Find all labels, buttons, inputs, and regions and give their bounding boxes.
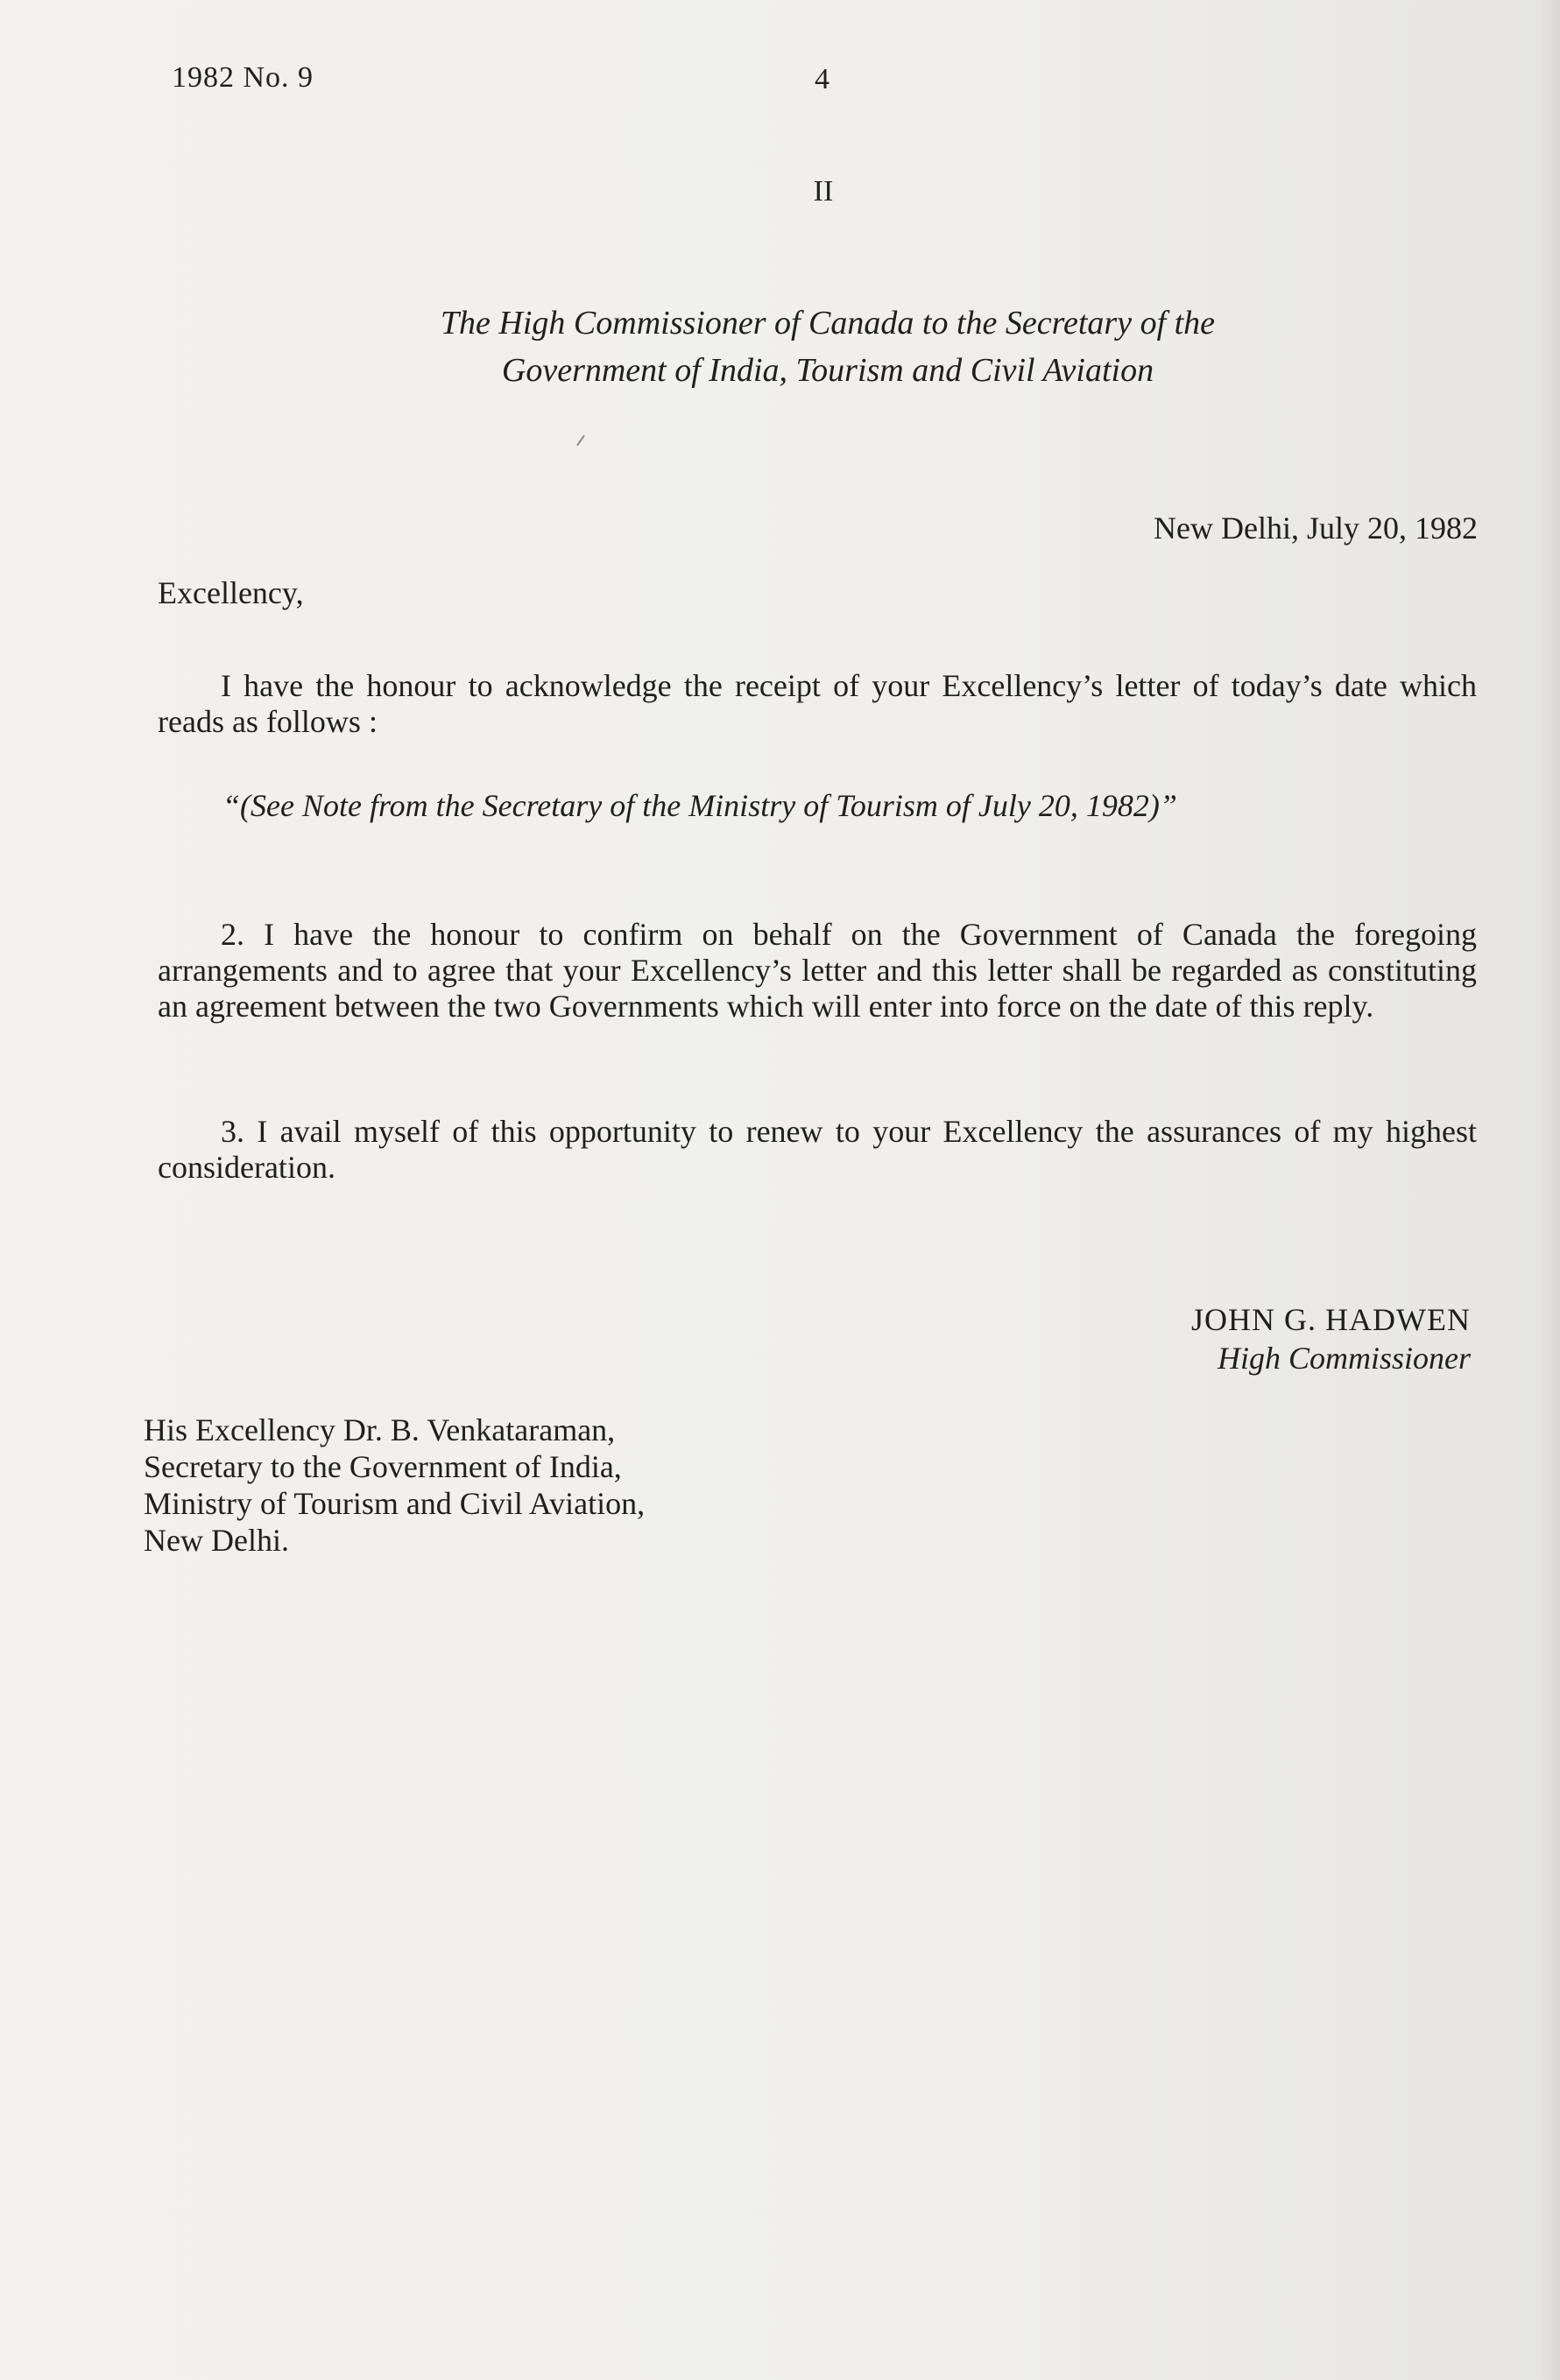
paragraph-3: 3. I avail myself of this opportunity to renew to your Excellency the assurances of my highest consideration. xyxy=(158,1114,1477,1185)
signatory-name: JOHN G. HADWEN xyxy=(1191,1302,1471,1337)
addressee-line-4: New Delhi. xyxy=(144,1523,289,1558)
salutation: Excellency, xyxy=(158,575,304,610)
paragraph-2: 2. I have the honour to confirm on behalf on the Government of Canada the foregoing arrangements and to agree that your Excellency’s letter and this letter shall be regarded as constituting an agreement between the two Governments which will enter into force on the date of this reply. xyxy=(158,917,1477,1024)
place-and-date: New Delhi, July 20, 1982 xyxy=(1154,511,1478,546)
stray-mark xyxy=(576,435,585,447)
addressee-line-2: Secretary to the Government of India, xyxy=(144,1449,622,1484)
page-edge-shadow xyxy=(1539,0,1560,2380)
letter-heading xyxy=(263,299,1393,394)
addressee-block xyxy=(144,1412,645,1559)
addressee-line-1: His Excellency Dr. B. Venkataraman, xyxy=(144,1412,616,1447)
signatory-title: High Commissioner xyxy=(1217,1341,1471,1376)
paragraph-1: I have the honour to acknowledge the receipt of your Excellency’s letter of today’s date which reads as follows : xyxy=(158,668,1477,739)
gazette-issue-label: 1982 No. 9 xyxy=(172,61,314,94)
addressee-line-3: Ministry of Tourism and Civil Aviation, xyxy=(144,1486,646,1521)
section-number: II xyxy=(813,175,834,208)
letter-heading-line-1: The High Commissioner of Canada to the Secretary of the xyxy=(440,305,1216,342)
page-number: 4 xyxy=(815,63,829,95)
quoted-note-reference: “(See Note from the Secretary of the Ministry of Tourism of July 20, 1982)” xyxy=(222,788,1177,823)
letter-heading-line-2: Government of India, Tourism and Civil Aviation xyxy=(501,352,1154,389)
